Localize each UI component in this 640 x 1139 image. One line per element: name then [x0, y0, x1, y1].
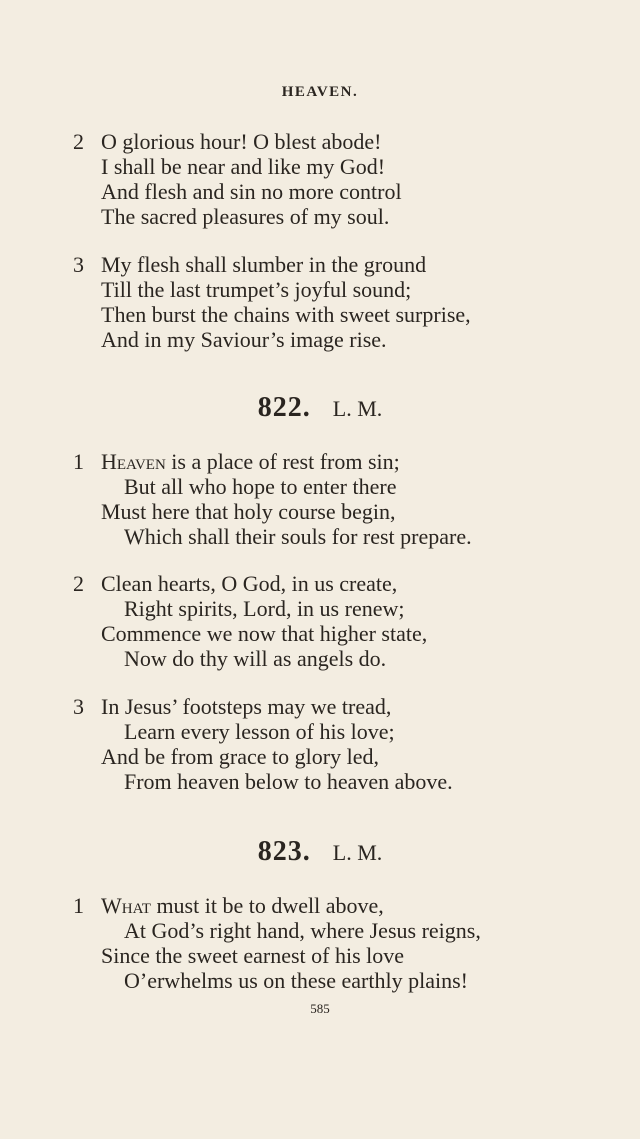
stanza-line — [0, 474, 640, 499]
verse-line — [101, 449, 400, 474]
first-word: What — [101, 893, 151, 918]
stanza-line — [0, 154, 640, 179]
verse-line: And flesh and sin no more control — [101, 179, 402, 204]
stanza-line — [0, 744, 640, 769]
page-number: 585 — [310, 1001, 330, 1016]
verse-line: Now do thy will as angels do. — [124, 646, 387, 671]
first-word: Heaven — [101, 449, 166, 474]
stanza-number: 3 — [73, 252, 84, 277]
verse-line: O’erwhelms us on these earthly plains! — [124, 968, 468, 993]
stanza-line — [0, 327, 640, 352]
hymn-meter: L. M. — [332, 396, 383, 421]
stanza-line — [0, 694, 640, 719]
stanza-number: 2 — [73, 571, 84, 596]
stanza-number: 3 — [73, 694, 84, 719]
verse-line: The sacred pleasures of my soul. — [101, 204, 390, 229]
verse-line — [101, 893, 384, 918]
verse-line: In Jesus’ footsteps may we tread, — [101, 694, 392, 719]
hymn-821-stanza-3 — [0, 252, 640, 352]
verse-line: O glorious hour! O blest abode! — [101, 129, 382, 154]
verse-line: My flesh shall slumber in the ground — [101, 252, 427, 277]
stanza-number: 1 — [73, 449, 84, 474]
hymn-822-stanza-3 — [0, 694, 640, 794]
verse-line: And be from grace to glory led, — [101, 744, 379, 769]
stanza-line — [0, 596, 640, 621]
verse-line: Right spirits, Lord, in us renew; — [124, 596, 405, 621]
running-head: HEAVEN. — [281, 84, 359, 100]
stanza-line — [0, 179, 640, 204]
verse-line-rest: must it be to dwell above, — [150, 893, 384, 918]
hymn-823-stanza-1 — [0, 893, 640, 993]
stanza-line — [0, 449, 640, 474]
stanza-line — [0, 621, 640, 646]
stanza-number: 1 — [73, 893, 84, 918]
stanza-line — [0, 893, 640, 918]
verse-line: I shall be near and like my God! — [101, 154, 386, 179]
verse-line: At God’s right hand, where Jesus reigns, — [124, 918, 481, 943]
stanza-line — [0, 524, 640, 549]
stanza-line — [0, 968, 640, 993]
stanza-line — [0, 204, 640, 229]
stanza-line — [0, 277, 640, 302]
stanza-line — [0, 918, 640, 943]
stanza-line — [0, 129, 640, 154]
hymn-822-stanza-1 — [0, 449, 640, 549]
hymn-number: 822. — [257, 392, 311, 423]
stanza-line — [0, 943, 640, 968]
stanza-line — [0, 769, 640, 794]
stanza-line — [0, 719, 640, 744]
verse-line: And in my Saviour’s image rise. — [101, 327, 387, 352]
verse-line: Commence we now that higher state, — [101, 621, 428, 646]
verse-line: Clean hearts, O God, in us create, — [101, 571, 398, 596]
verse-line-rest: is a place of rest from sin; — [165, 449, 400, 474]
stanza-line — [0, 252, 640, 277]
verse-line: Which shall their souls for rest prepare. — [124, 524, 472, 549]
stanza-line — [0, 571, 640, 596]
verse-line: From heaven below to heaven above. — [124, 769, 453, 794]
stanza-line — [0, 499, 640, 524]
verse-line: But all who hope to enter there — [124, 474, 397, 499]
hymn-822-heading — [0, 392, 640, 424]
hymn-823-heading — [0, 836, 640, 868]
verse-line: Till the last trumpet’s joyful sound; — [101, 277, 412, 302]
hymn-822-stanza-2 — [0, 571, 640, 671]
hymn-number: 823. — [257, 836, 311, 867]
verse-line: Must here that holy course begin, — [101, 499, 396, 524]
hymn-meter: L. M. — [332, 840, 383, 865]
stanza-line — [0, 302, 640, 327]
hymn-821-stanza-2 — [0, 129, 640, 229]
verse-line: Learn every lesson of his love; — [124, 719, 395, 744]
verse-line: Then burst the chains with sweet surprise, — [101, 302, 471, 327]
stanza-line — [0, 646, 640, 671]
stanza-number: 2 — [73, 129, 84, 154]
verse-line: Since the sweet earnest of his love — [101, 943, 405, 968]
